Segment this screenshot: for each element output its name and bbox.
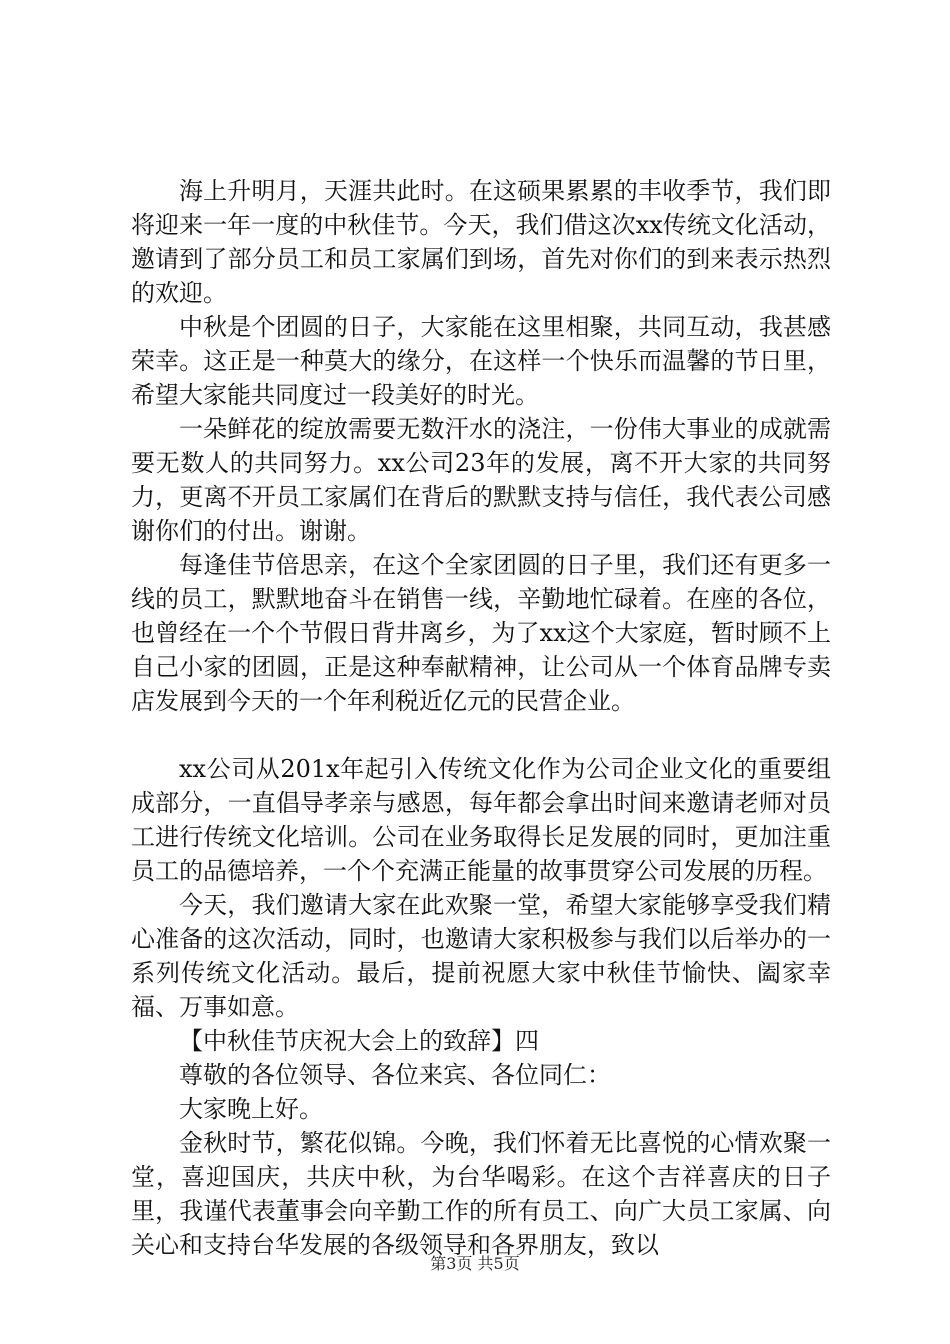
- paragraph-company-development: 一朵鲜花的绽放需要无数汗水的浇注，一份伟大事业的成就需要无数人的共同努力。xx公司23年的发展，离不开大家的共同努力，更离不开员工家属们在背后的默默支持与信任，我代表公司感谢你们的付出。谢谢。: [131, 415, 831, 545]
- page-number-footer: 第3页 共5页: [430, 1254, 520, 1273]
- paragraph-traditional-culture: xx公司从201x年起引入传统文化作为公司企业文化的重要组成部分，一直倡导孝亲与感恩，每年都会拿出时间来邀请老师对员工进行传统文化培训。公司在业务取得长足发展的同时，更加注重员工的品德培养，一个个充满正能量的故事贯穿公司发展的历程。: [131, 755, 831, 885]
- salutation: 尊敬的各位领导、各位来宾、各位同仁：: [179, 1061, 611, 1089]
- paragraph-closing-wishes: 今天，我们邀请大家在此欢聚一堂，希望大家能够享受我们精心准备的这次活动，同时，也邀请大家积极参与我们以后举办的一系列传统文化活动。最后，提前祝愿大家中秋佳节愉快、阖家幸福、万事如意。: [131, 891, 831, 1021]
- paragraph-golden-autumn: 金秋时节，繁花似锦。今晚，我们怀着无比喜悦的心情欢聚一堂，喜迎国庆，共庆中秋，为台华喝彩。在这个吉祥喜庆的日子里，我谨代表董事会向辛勤工作的所有员工、向广大员工家属、向关心和支持台华发展的各级领导和各界朋友，致以: [131, 1129, 831, 1259]
- paragraph-mid-autumn-opening: 海上升明月，天涯共此时。在这硕果累累的丰收季节，我们即将迎来一年一度的中秋佳节。今天，我们借这次xx传统文化活动，邀请到了部分员工和员工家属们到场，首先对你们的到来表示热烈的欢迎。: [131, 177, 831, 307]
- document-body: [131, 174, 831, 1262]
- paragraph-gap: [131, 718, 831, 752]
- section-heading: 【中秋佳节庆祝大会上的致辞】四: [179, 1027, 539, 1055]
- paragraph-reunion-day: 中秋是个团圆的日子，大家能在这里相聚，共同互动，我甚感荣幸。这正是一种莫大的缘分，在这样一个快乐而温馨的节日里，希望大家能共同度过一段美好的时光。: [131, 313, 831, 409]
- paragraph-frontline-staff: 每逢佳节倍思亲，在这个全家团圆的日子里，我们还有更多一线的员工，默默地奋斗在销售一线，辛勤地忙碌着。在座的各位，也曾经在一个个节假日背井离乡，为了xx这个大家庭，暂时顾不上自己小家的团圆，正是这种奉献精神，让公司从一个体育品牌专卖店发展到今天的一个年利税近亿元的民营企业。: [131, 551, 831, 715]
- greeting: 大家晚上好。: [179, 1095, 323, 1123]
